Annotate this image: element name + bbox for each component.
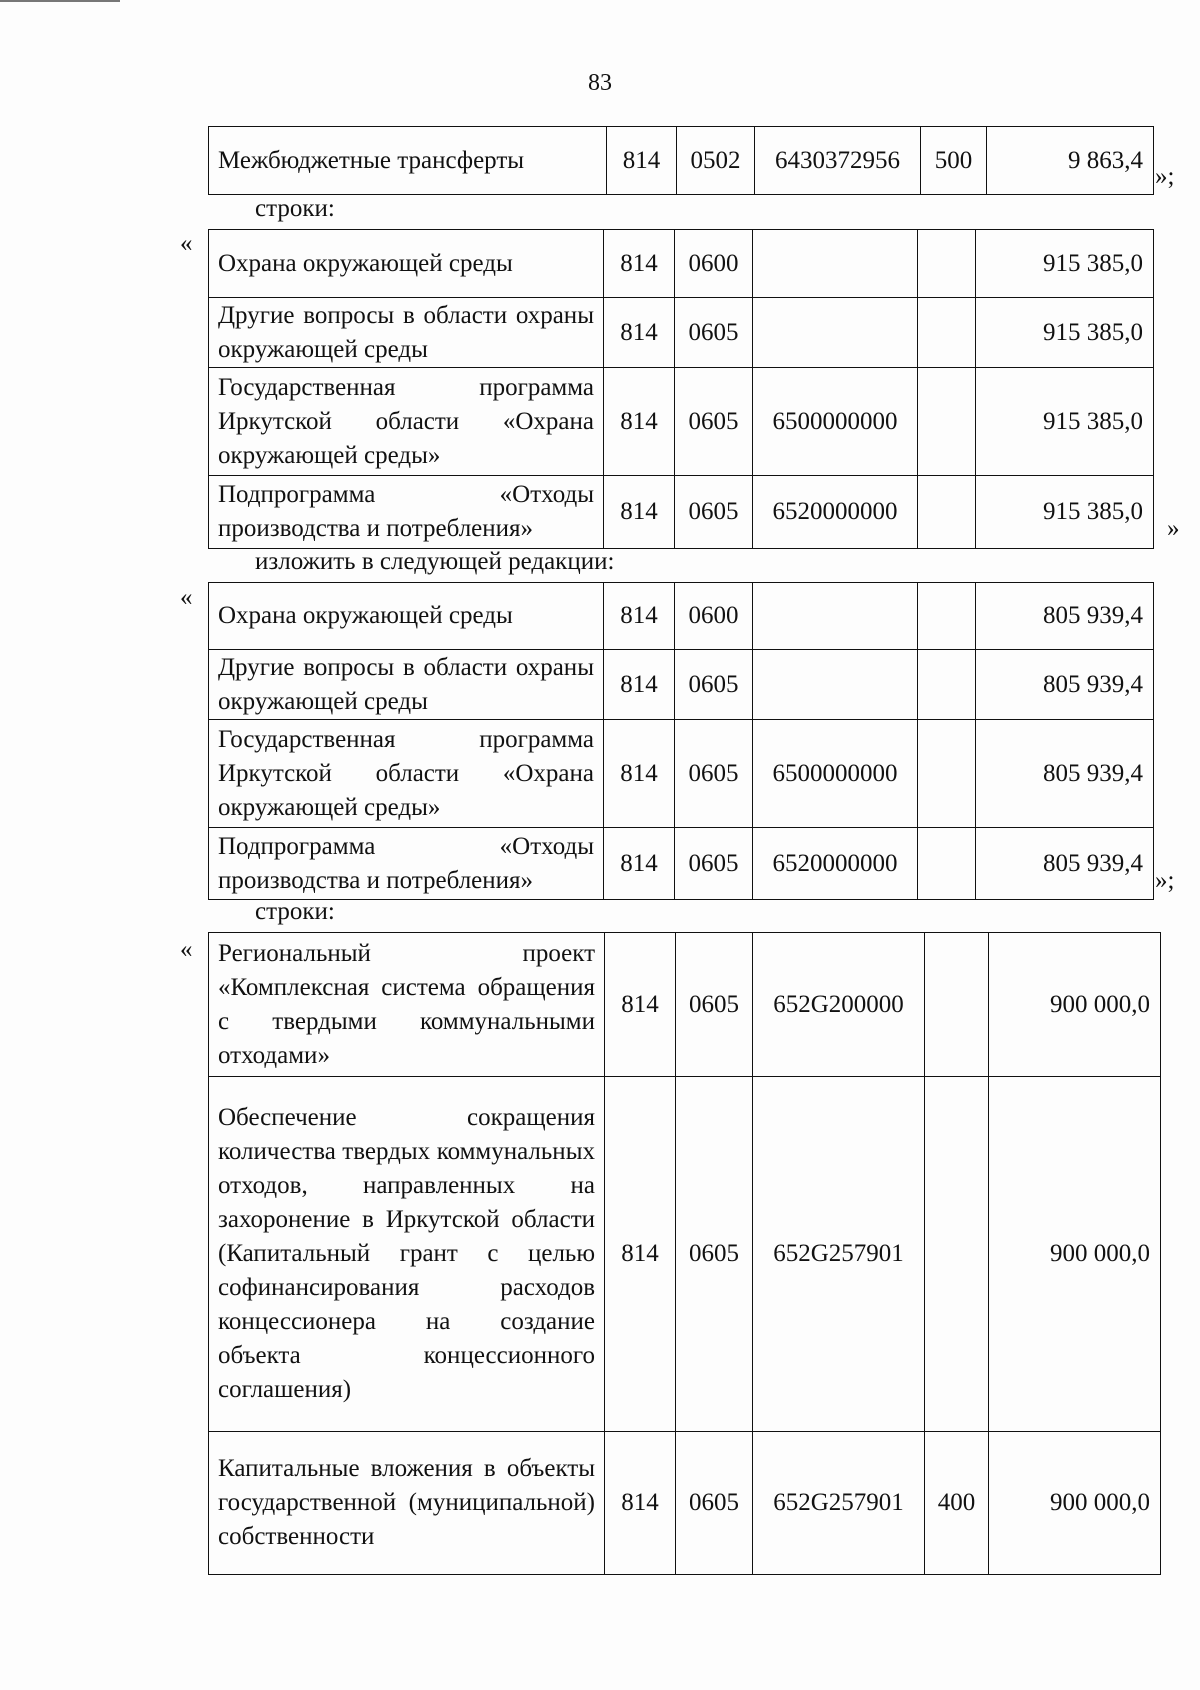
cell-target: 6520000000 bbox=[753, 476, 918, 549]
cell-name: Межбюджетные трансферты bbox=[209, 127, 607, 195]
cell-amount: 805 939,4 bbox=[976, 583, 1154, 650]
cell-section: 0600 bbox=[675, 230, 753, 298]
cell-target: 6500000000 bbox=[753, 720, 918, 828]
budget-table-current bbox=[208, 229, 1154, 549]
cell-name: Обеспечение сокращения количества твердых коммунальных отходов, направленных на захоронение в Иркутской области (Капитальный грант с целью софинансирования расходов концессионера на создание объекта концессионного соглашения) bbox=[209, 1077, 605, 1432]
cell-amount: 900 000,0 bbox=[989, 1077, 1161, 1432]
cell-name: Другие вопросы в области охраны окружающей среды bbox=[209, 298, 604, 368]
cell-name: Подпрограмма «Отходы производства и потребления» bbox=[209, 476, 604, 549]
cell-amount: 900 000,0 bbox=[989, 933, 1161, 1077]
table-row bbox=[209, 828, 1154, 900]
cell-amount: 915 385,0 bbox=[976, 476, 1154, 549]
corner-scan-line bbox=[0, 0, 120, 2]
cell-grbs: 814 bbox=[604, 720, 675, 828]
cell-target: 652G257901 bbox=[753, 1432, 925, 1575]
cell-section: 0600 bbox=[675, 583, 753, 650]
cell-kind bbox=[918, 650, 976, 720]
open-quote: « bbox=[180, 230, 193, 257]
cell-amount: 805 939,4 bbox=[976, 828, 1154, 900]
page-number: 83 bbox=[588, 70, 612, 96]
cell-name: Подпрограмма «Отходы производства и потребления» bbox=[209, 828, 604, 900]
cell-kind bbox=[918, 230, 976, 298]
cell-name: Охрана окружающей среды bbox=[209, 583, 604, 650]
table-row bbox=[209, 298, 1154, 368]
cell-amount: 9 863,4 bbox=[987, 127, 1154, 195]
cell-grbs: 814 bbox=[604, 368, 675, 476]
table-row bbox=[209, 933, 1161, 1077]
cell-grbs: 814 bbox=[604, 476, 675, 549]
table-row bbox=[209, 720, 1154, 828]
cell-kind bbox=[925, 933, 989, 1077]
cell-grbs: 814 bbox=[604, 298, 675, 368]
cell-amount: 915 385,0 bbox=[976, 368, 1154, 476]
cell-section: 0605 bbox=[676, 933, 753, 1077]
table-row bbox=[209, 1077, 1161, 1432]
close-quote: »; bbox=[1155, 163, 1175, 190]
section-label-stroki: строки: bbox=[255, 898, 335, 925]
cell-kind: 500 bbox=[921, 127, 987, 195]
table-row bbox=[209, 368, 1154, 476]
cell-target: 652G257901 bbox=[753, 1077, 925, 1432]
cell-kind bbox=[918, 368, 976, 476]
close-quote: »; bbox=[1155, 867, 1175, 894]
cell-grbs: 814 bbox=[604, 650, 675, 720]
open-quote: « bbox=[180, 936, 193, 963]
table-row bbox=[209, 230, 1154, 298]
cell-section: 0502 bbox=[677, 127, 755, 195]
table-row bbox=[209, 1432, 1161, 1575]
cell-amount: 805 939,4 bbox=[976, 650, 1154, 720]
cell-grbs: 814 bbox=[604, 230, 675, 298]
cell-amount: 805 939,4 bbox=[976, 720, 1154, 828]
cell-target: 6430372956 bbox=[755, 127, 921, 195]
table-row bbox=[209, 583, 1154, 650]
cell-amount: 915 385,0 bbox=[976, 298, 1154, 368]
cell-target bbox=[753, 650, 918, 720]
cell-kind bbox=[918, 298, 976, 368]
table-row bbox=[209, 127, 1154, 195]
cell-target: 6500000000 bbox=[753, 368, 918, 476]
cell-target bbox=[753, 583, 918, 650]
cell-grbs: 814 bbox=[607, 127, 677, 195]
budget-table-new bbox=[208, 582, 1154, 900]
cell-section: 0605 bbox=[675, 720, 753, 828]
cell-section: 0605 bbox=[675, 298, 753, 368]
cell-amount: 915 385,0 bbox=[976, 230, 1154, 298]
cell-name: Охрана окружающей среды bbox=[209, 230, 604, 298]
cell-grbs: 814 bbox=[605, 933, 676, 1077]
cell-name: Капитальные вложения в объекты государственной (муниципальной) собственности bbox=[209, 1432, 605, 1575]
budget-table-added bbox=[208, 932, 1161, 1575]
close-quote: » bbox=[1167, 515, 1180, 542]
cell-target: 652G200000 bbox=[753, 933, 925, 1077]
cell-kind bbox=[918, 828, 976, 900]
cell-kind bbox=[925, 1077, 989, 1432]
cell-name: Региональный проект «Комплексная система обращения с твердыми коммунальными отходами» bbox=[209, 933, 605, 1077]
cell-grbs: 814 bbox=[604, 583, 675, 650]
cell-section: 0605 bbox=[675, 650, 753, 720]
cell-grbs: 814 bbox=[605, 1077, 676, 1432]
cell-target bbox=[753, 298, 918, 368]
cell-name: Государственная программа Иркутской области «Охрана окружающей среды» bbox=[209, 368, 604, 476]
cell-amount: 900 000,0 bbox=[989, 1432, 1161, 1575]
cell-section: 0605 bbox=[675, 828, 753, 900]
cell-kind bbox=[918, 720, 976, 828]
section-label-new-edition: изложить в следующей редакции: bbox=[255, 548, 615, 575]
cell-name: Государственная программа Иркутской области «Охрана окружающей среды» bbox=[209, 720, 604, 828]
cell-grbs: 814 bbox=[604, 828, 675, 900]
section-label-stroki: строки: bbox=[255, 195, 335, 222]
cell-section: 0605 bbox=[675, 368, 753, 476]
cell-target: 6520000000 bbox=[753, 828, 918, 900]
cell-section: 0605 bbox=[676, 1432, 753, 1575]
table-row bbox=[209, 476, 1154, 549]
cell-target bbox=[753, 230, 918, 298]
cell-kind bbox=[918, 583, 976, 650]
cell-section: 0605 bbox=[675, 476, 753, 549]
cell-name: Другие вопросы в области охраны окружающей среды bbox=[209, 650, 604, 720]
cell-kind bbox=[918, 476, 976, 549]
budget-table-transfers bbox=[208, 126, 1154, 195]
table-row bbox=[209, 650, 1154, 720]
cell-grbs: 814 bbox=[605, 1432, 676, 1575]
cell-kind: 400 bbox=[925, 1432, 989, 1575]
open-quote: « bbox=[180, 584, 193, 611]
cell-section: 0605 bbox=[676, 1077, 753, 1432]
